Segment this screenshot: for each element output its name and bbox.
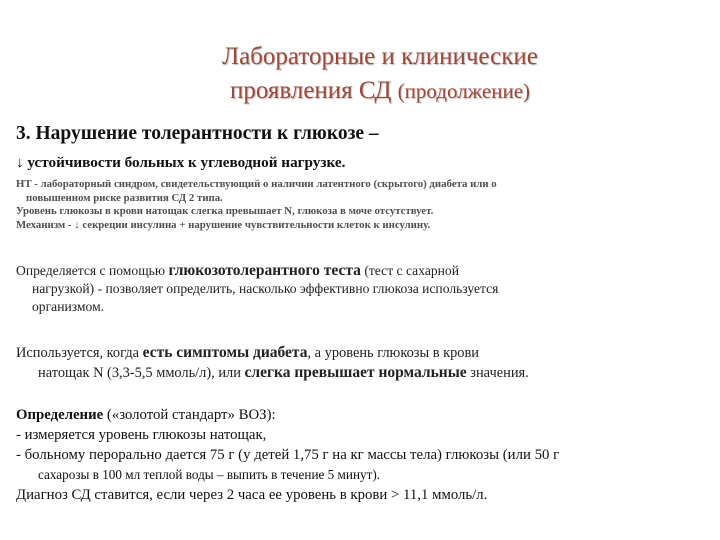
para1-text-c: (тест с сахарной bbox=[364, 263, 459, 278]
def-line-3: - больному перорально дается 75 г (у детей 1,75 г на кг массы тела) глюкозы (или 50 г bbox=[16, 447, 560, 463]
def-term: Определение bbox=[16, 407, 104, 423]
para2-text-c: , а уровень глюкозы в крови bbox=[307, 345, 479, 361]
small-line-3: Уровень глюкозы в крови натощак слегка превышает N, глюкоза в моче отсутствует. bbox=[16, 205, 434, 217]
def-line-5: Диагноз СД ставится, если через 2 часа ее уровень в крови > 11,1 ммоль/л. bbox=[16, 487, 488, 503]
para2-line-1 bbox=[16, 343, 706, 363]
title-line-2-small: (продолжение) bbox=[397, 79, 531, 103]
small-line-4: Механизм - ↓ секреции инсулина + нарушение чувствительности клеток к инсулину. bbox=[16, 218, 431, 231]
para2-text-d: натощак N (3,3-5,5 ммоль/л), или bbox=[38, 365, 241, 381]
para1-text-b: глюкозотолерантного теста bbox=[168, 262, 361, 279]
title-line-1: Лабораторные и клинические bbox=[222, 43, 538, 70]
section-subheading: ↓ устойчивости больных к углеводной нагрузке. bbox=[16, 154, 346, 171]
def-line-2: - измеряется уровень глюкозы натощак, bbox=[16, 427, 267, 443]
para1-line-3: организмом. bbox=[32, 299, 105, 314]
slide-title bbox=[90, 40, 670, 108]
para2-text-f: значения. bbox=[470, 365, 529, 381]
section-heading: 3. Нарушение толерантности к глюкозе – bbox=[16, 123, 379, 144]
def-line-1 bbox=[16, 405, 716, 425]
paragraph-test-method bbox=[16, 262, 706, 316]
def-line-4: сахарозы в 100 мл теплой воды – выпить в течение 5 минут). bbox=[38, 467, 381, 482]
para2-text-a: Используется, когда bbox=[16, 345, 140, 361]
para2-text-e: слегка превышает нормальные bbox=[244, 364, 467, 381]
small-line-1: НТ - лабораторный синдром, свидетельствующий о наличии латентного (скрытого) диабета или о bbox=[16, 178, 497, 190]
para2-line-2 bbox=[16, 363, 706, 383]
para1-text-a: Определяется с помощью bbox=[16, 263, 166, 278]
title-line-2-main: проявления СД bbox=[229, 77, 392, 104]
definition-block bbox=[16, 405, 716, 505]
para1-line-2: нагрузкой) - позволяет определить, насколько эффективно глюкоза используется bbox=[32, 281, 499, 296]
def-standard: («золотой стандарт» ВОЗ): bbox=[106, 407, 276, 423]
para1-line-1 bbox=[16, 262, 706, 280]
para2-text-b: есть симптомы диабета bbox=[142, 344, 308, 361]
paragraph-usage bbox=[16, 343, 706, 383]
small-text-block bbox=[16, 178, 706, 232]
title-line-2 bbox=[90, 74, 670, 108]
small-line-2: повышенном риске развития СД 2 типа. bbox=[26, 191, 223, 204]
